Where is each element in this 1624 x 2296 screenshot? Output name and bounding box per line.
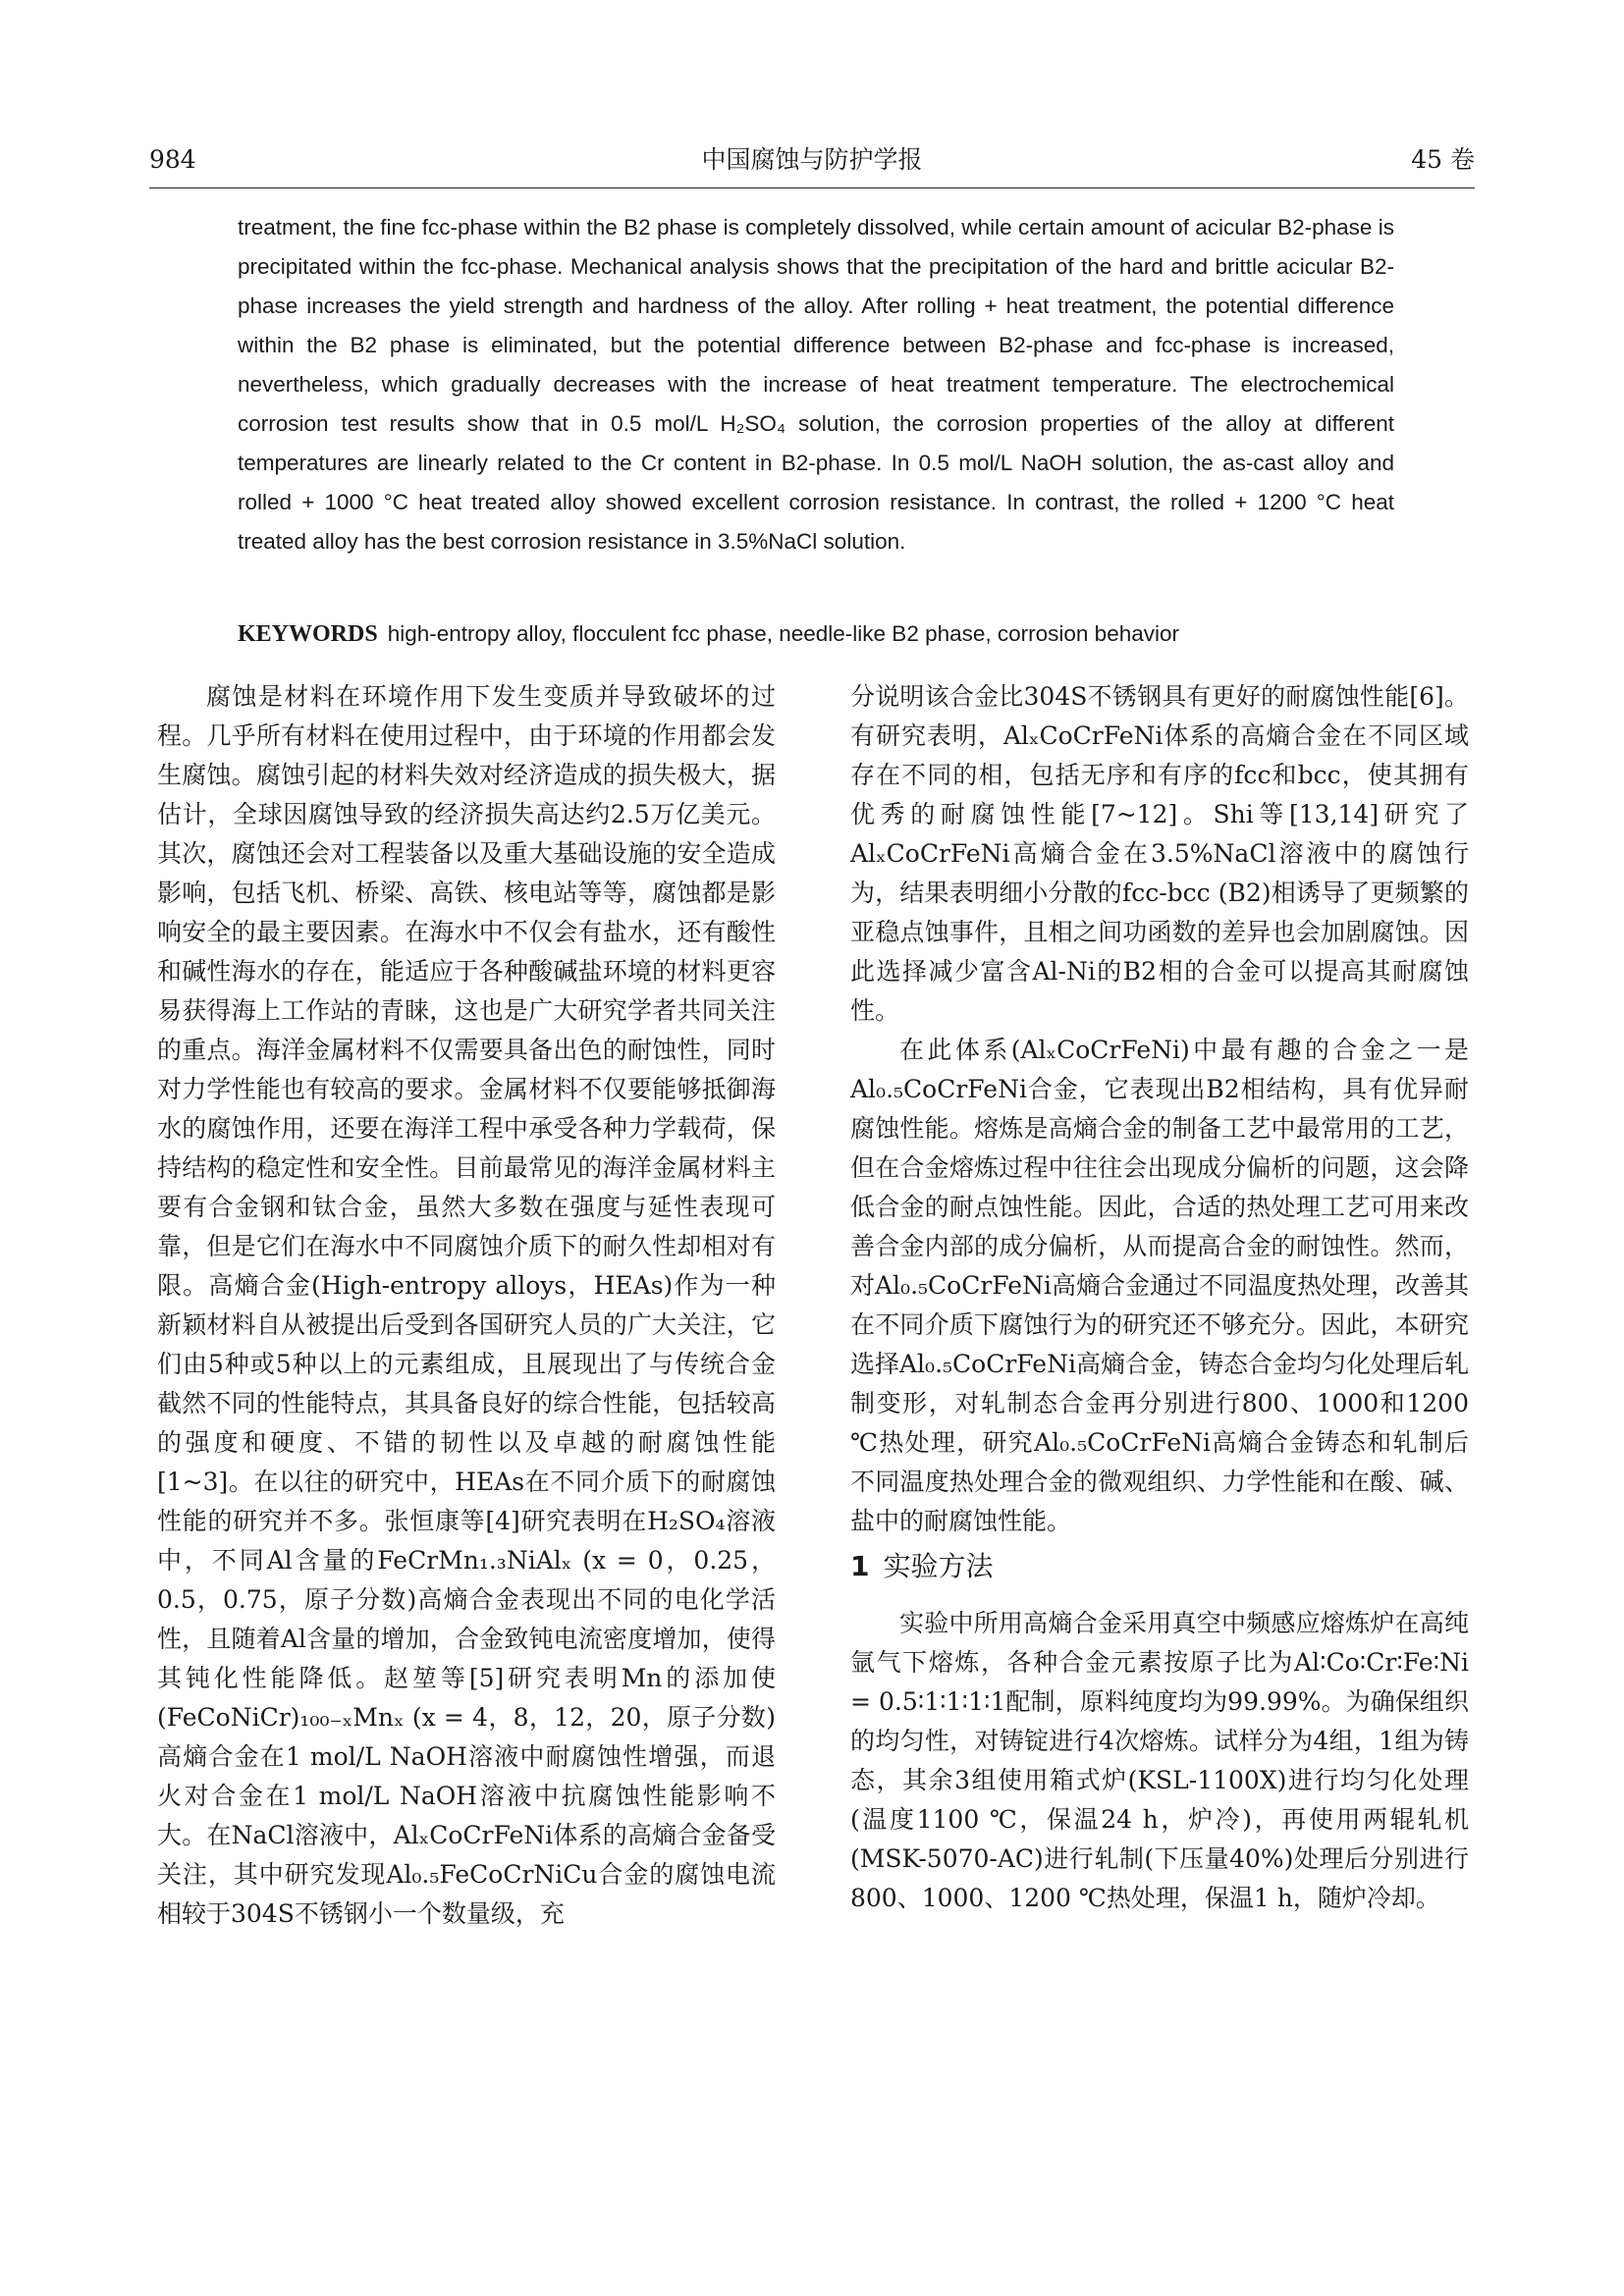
body-paragraph: 实验中所用高熵合金采用真空中频感应熔炼炉在高纯氩气下熔炼，各种合金元素按原子比为Al∶Co∶Cr∶Fe∶Ni = 0.5∶1∶1∶1∶1配制，原料纯度均为99.99%。为确保组织的均匀性，对铸锭进行4次熔炼。试样分为4组，1组为铸态，其余3组使用箱式炉(KSL-1100X)进行均匀化处理(温度1100 ℃，保温24 h，炉冷)，再使用两辊轧机(MSK-5070-AC)进行轧制(下压量40%)处理后分别进行800、1000、1200 ℃热处理，保温1 h，随炉冷却。 — [850, 1609, 1469, 1912]
section-title: 实验方法 — [883, 1550, 994, 1582]
body-paragraph: 腐蚀是材料在环境作用下发生变质并导致破坏的过程。几乎所有材料在使用过程中，由于环境的作用都会发生腐蚀。腐蚀引起的材料失效对经济造成的损失极大，据估计，全球因腐蚀导致的经济损失高达约2.5万亿美元。其次，腐蚀还会对工程装备以及重大基础设施的安全造成影响，包括飞机、桥梁、高铁、核电站等等，腐蚀都是影响安全的最主要因素。在海水中不仅会有盐水，还有酸性和碱性海水的存在，能适应于各种酸碱盐环境的材料更容易获得海上工作站的青睐，这也是广大研究学者共同关注的重点。海洋金属材料不仅需要具备出色的耐蚀性，同时对力学性能也有较高的要求。金属材料不仅要能够抵御海水的腐蚀作用，还要在海洋工程中承受各种力学载荷，保持结构的稳定性和安全性。目前最常见的海洋金属材料主要有合金钢和钛合金，虽然大多数在强度与延性表现可靠，但是它们在海水中不同腐蚀介质下的耐久性却相对有限。高熵合金(High-entropy alloys，HEAs)作为一种新颖材料自从被提出后受到各国研究人员的广大关注，它们由5种或5种以上的元素组成，且展现出了与传统合金截然不同的性能特点，其具备良好的综合性能，包括较高的强度和硬度、不错的韧性以及卓越的耐腐蚀性能[1~3]。在以往的研究中，HEAs在不同介质下的耐腐蚀性能的研究并不多。张恒康等[4]研究表明在H₂SO₄溶液中，不同Al含量的FeCrMn₁.₃NiAlₓ (x = 0，0.25，0.5，0.75，原子分数)高熵合金表现出不同的电化学活性，且随着Al含量的增加，合金致钝电流密度增加，使得其钝化性能降低。赵堃等[5]研究表明Mn的添加使(FeCoNiCr)₁₀₀₋ₓMnₓ (x = 4，8，12，20，原子分数)高熵合金在1 mol/L NaOH溶液中耐腐蚀性增强，而退火对合金在1 mol/L NaOH溶液中抗腐蚀性能影响不大。在NaCl溶液中，AlₓCoCrFeNi体系的高熵合金备受关注，其中研究发现Al₀.₅FeCoCrNiCu合金的腐蚀电流相较于304S不锈钢小一个数量级，充 — [157, 682, 776, 1928]
right-column — [850, 677, 1469, 1918]
left-column — [157, 677, 776, 1934]
body-paragraph: 分说明该合金比304S不锈钢具有更好的耐腐蚀性能[6]。有研究表明，AlₓCoCrFeNi体系的高熵合金在不同区域存在不同的相，包括无序和有序的fcc和bcc，使其拥有优秀的耐腐蚀性能[7~12]。Shi等[13,14]研究了AlₓCoCrFeNi高熵合金在3.5%NaCl溶液中的腐蚀行为，结果表明细小分散的fcc-bcc (B2)相诱导了更频繁的亚稳点蚀事件，且相之间功函数的差异也会加剧腐蚀。因此选择减少富含Al-Ni的B2相的合金可以提高其耐腐蚀性。 — [850, 682, 1469, 1025]
page-number: 984 — [149, 145, 196, 174]
journal-title: 中国腐蚀与防护学报 — [701, 145, 923, 174]
abstract-text: treatment, the fine fcc-phase within the B2 phase is completely dissolved, while certain amount of acicular B2-phase is precipitated within the fcc-phase. Mechanical analysis shows that the precipitation of the hard and brittle acicular B2-phase increases the yield strength and hardness of the alloy. After rolling + heat treatment, the potential difference within the B2 phase is eliminated, but the potential difference between B2-phase and fcc-phase is increased, nevertheless, which gradually decreases with the increase of heat treatment temperature. The electrochemical corrosion test results show that in 0.5 mol/L H₂SO₄ solution, the corrosion properties of the alloy at different temperatures are linearly related to the Cr content in B2-phase. In 0.5 mol/L NaOH solution, the as-cast alloy and rolled + 1000 °C heat treated alloy showed excellent corrosion resistance. In contrast, the rolled + 1200 °C heat treated alloy has the best corrosion resistance in 3.5%NaCl solution. — [238, 215, 1394, 554]
section-heading — [850, 1547, 1469, 1586]
keywords-text: high-entropy alloy, flocculent fcc phase, needle-like B2 phase, corrosion behavior — [387, 621, 1179, 646]
running-header — [149, 137, 1475, 183]
volume-label: 45 卷 — [1411, 145, 1475, 174]
section-number: 1 — [850, 1550, 870, 1582]
english-abstract — [238, 208, 1394, 561]
keywords — [238, 614, 1394, 654]
keywords-label: KEYWORDS — [238, 621, 378, 647]
header-rule — [149, 187, 1475, 188]
body-paragraph: 在此体系(AlₓCoCrFeNi)中最有趣的合金之一是Al₀.₅CoCrFeNi合金，它表现出B2相结构，具有优异耐腐蚀性能。熔炼是高熵合金的制备工艺中最常用的工艺，但在合金熔炼过程中往往会出现成分偏析的问题，这会降低合金的耐点蚀性能。因此，合适的热处理工艺可用来改善合金内部的成分偏析，从而提高合金的耐蚀性。然而，对Al₀.₅CoCrFeNi高熵合金通过不同温度热处理，改善其在不同介质下腐蚀行为的研究还不够充分。因此，本研究选择Al₀.₅CoCrFeNi高熵合金，铸态合金均匀化处理后轧制变形，对轧制态合金再分别进行800、1000和1200 ℃热处理，研究Al₀.₅CoCrFeNi高熵合金铸态和轧制后不同温度热处理合金的微观组织、力学性能和在酸、碱、盐中的耐腐蚀性能。 — [850, 1036, 1469, 1535]
